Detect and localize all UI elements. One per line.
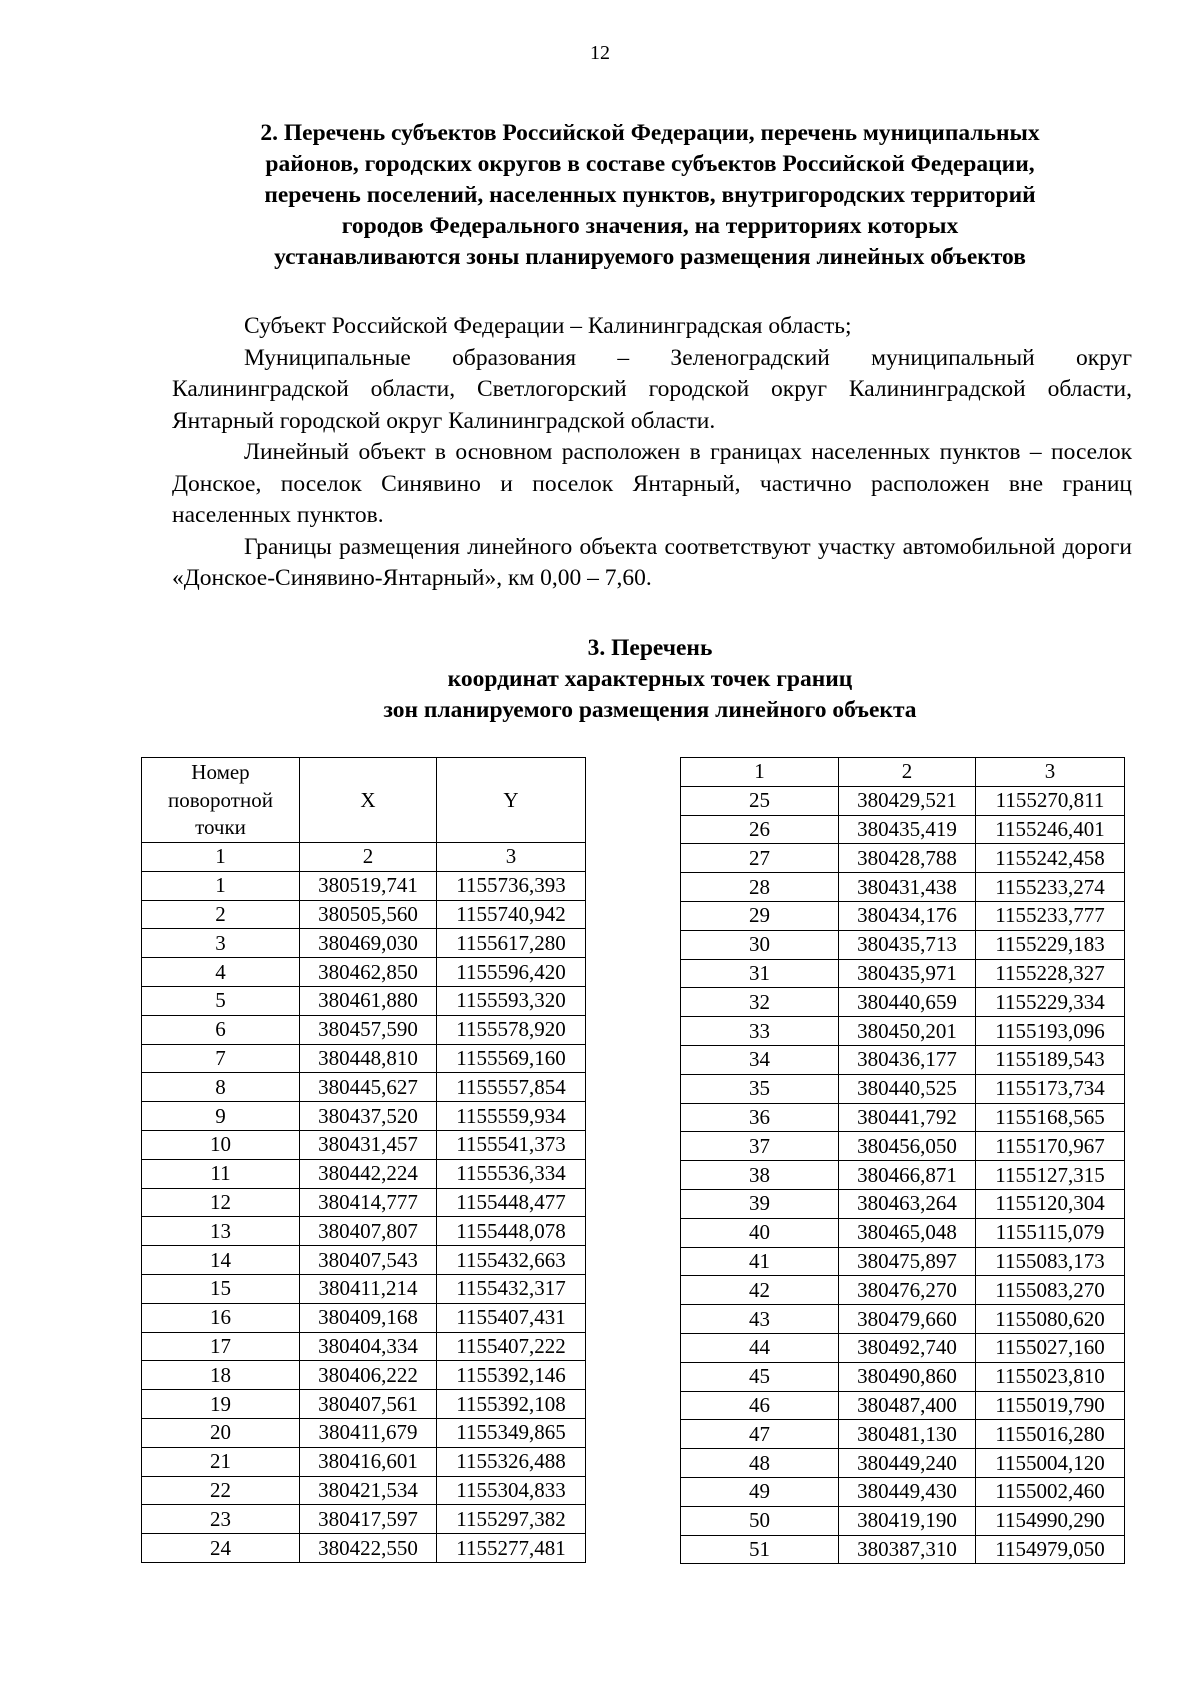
coord-y: 1155432,663: [437, 1246, 586, 1275]
coord-y: 1155168,565: [976, 1103, 1125, 1132]
point-number: 50: [681, 1506, 839, 1535]
coord-x: 380476,270: [839, 1276, 976, 1305]
coord-y: 1155246,401: [976, 815, 1125, 844]
coord-x: 380475,897: [839, 1247, 976, 1276]
point-number: 44: [681, 1333, 839, 1362]
table-row: [681, 930, 1125, 959]
coord-x: 380466,871: [839, 1161, 976, 1190]
table-row: [142, 900, 586, 929]
coord-x: 380481,130: [839, 1420, 976, 1449]
coord-x: 380463,264: [839, 1189, 976, 1218]
table-row: [142, 871, 586, 900]
table-row: [142, 1246, 586, 1275]
point-number: 48: [681, 1449, 839, 1478]
coord-y: 1155304,833: [437, 1476, 586, 1505]
column-number: 2: [839, 758, 976, 787]
coord-x: 380440,659: [839, 988, 976, 1017]
coord-y: 1155229,334: [976, 988, 1125, 1017]
column-number: 2: [300, 843, 437, 872]
section-3-title-line: 3. Перечень: [587, 635, 713, 661]
table-row: [681, 901, 1125, 930]
coord-x: 380407,543: [300, 1246, 437, 1275]
point-number: 41: [681, 1247, 839, 1276]
table-row: [681, 1506, 1125, 1535]
coord-x: 380450,201: [839, 1017, 976, 1046]
coord-x: 380456,050: [839, 1132, 976, 1161]
point-number: 36: [681, 1103, 839, 1132]
coord-x: 380465,048: [839, 1218, 976, 1247]
table-row: [142, 929, 586, 958]
section-2-title-line: перечень поселений, населенных пунктов, внутригородских территорий: [264, 182, 1036, 208]
point-number: 14: [142, 1246, 300, 1275]
coord-x: 380411,679: [300, 1418, 437, 1447]
section-2-title-line: городов Федерального значения, на территориях которых: [341, 213, 959, 239]
coord-y: 1155016,280: [976, 1420, 1125, 1449]
table-row: [681, 1535, 1125, 1564]
column-number: 1: [681, 758, 839, 787]
table-row: [142, 1361, 586, 1390]
point-number: 37: [681, 1132, 839, 1161]
point-number: 7: [142, 1044, 300, 1073]
table-row: [142, 1418, 586, 1447]
section-2-title: [150, 118, 1150, 273]
coord-y: 1155326,488: [437, 1447, 586, 1476]
point-number: 27: [681, 844, 839, 873]
coord-x: 380505,560: [300, 900, 437, 929]
table-row: [681, 1103, 1125, 1132]
point-number: 19: [142, 1390, 300, 1419]
coord-y: 1155115,079: [976, 1218, 1125, 1247]
point-number: 24: [142, 1534, 300, 1563]
coord-x: 380437,520: [300, 1102, 437, 1131]
column-number: 1: [142, 843, 300, 872]
section-3-title: [150, 633, 1150, 726]
coord-x: 380387,310: [839, 1535, 976, 1564]
table-row: [142, 1303, 586, 1332]
section-3-title-line: зон планируемого размещения линейного объекта: [383, 697, 917, 723]
point-number: 3: [142, 929, 300, 958]
point-number: 18: [142, 1361, 300, 1390]
point-number: 12: [142, 1188, 300, 1217]
coord-y: 1155407,431: [437, 1303, 586, 1332]
point-number: 4: [142, 958, 300, 987]
paragraph-boundaries: Границы размещения линейного объекта соответствуют участку автомобильной дороги «Донское-Синявино-Янтарный», км 0,00 – 7,60.: [172, 533, 1132, 591]
header-point-number: Номер поворотной точки: [142, 758, 300, 843]
coord-y: 1155392,108: [437, 1390, 586, 1419]
point-number: 30: [681, 930, 839, 959]
page-number: 12: [590, 42, 610, 64]
table-row: [681, 1132, 1125, 1161]
point-number: 33: [681, 1017, 839, 1046]
coord-y: 1155173,734: [976, 1074, 1125, 1103]
table-row: [142, 1476, 586, 1505]
coord-x: 380442,224: [300, 1159, 437, 1188]
coord-y: 1155027,160: [976, 1333, 1125, 1362]
table-row: [142, 958, 586, 987]
coord-y: 1155569,160: [437, 1044, 586, 1073]
coord-x: 380462,850: [300, 958, 437, 987]
table-row: [681, 1333, 1125, 1362]
coord-y: 1155536,334: [437, 1159, 586, 1188]
point-number: 1: [142, 871, 300, 900]
table-header-row: [142, 758, 586, 843]
table-row: [142, 1130, 586, 1159]
coord-x: 380411,214: [300, 1274, 437, 1303]
column-numbering-row: [681, 758, 1125, 787]
coord-y: 1155736,393: [437, 871, 586, 900]
point-number: 49: [681, 1477, 839, 1506]
coord-x: 380492,740: [839, 1333, 976, 1362]
coordinates-table-left: [141, 757, 586, 1563]
point-number: 42: [681, 1276, 839, 1305]
coord-x: 380435,971: [839, 959, 976, 988]
coord-y: 1155448,477: [437, 1188, 586, 1217]
table-row: [681, 1161, 1125, 1190]
point-number: 45: [681, 1362, 839, 1391]
point-number: 2: [142, 900, 300, 929]
point-number: 11: [142, 1159, 300, 1188]
table-row: [681, 1305, 1125, 1334]
coord-y: 1155120,304: [976, 1189, 1125, 1218]
table-row: [681, 1017, 1125, 1046]
coord-y: 1155189,543: [976, 1045, 1125, 1074]
table-row: [142, 1274, 586, 1303]
coord-x: 380469,030: [300, 929, 437, 958]
table-row: [142, 1390, 586, 1419]
table-row: [681, 1074, 1125, 1103]
coord-x: 380428,788: [839, 844, 976, 873]
section-3-title-line: координат характерных точек границ: [447, 666, 853, 692]
table-row: [142, 1217, 586, 1246]
point-number: 22: [142, 1476, 300, 1505]
point-number: 17: [142, 1332, 300, 1361]
point-number: 15: [142, 1274, 300, 1303]
coord-y: 1155448,078: [437, 1217, 586, 1246]
coord-y: 1155083,173: [976, 1247, 1125, 1276]
table-row: [681, 1189, 1125, 1218]
coord-y: 1155080,620: [976, 1305, 1125, 1334]
coord-y: 1155432,317: [437, 1274, 586, 1303]
coord-x: 380445,627: [300, 1073, 437, 1102]
section-2-title-line: районов, городских округов в составе субъектов Российской Федерации,: [265, 151, 1035, 177]
point-number: 25: [681, 786, 839, 815]
table-row: [142, 1447, 586, 1476]
coord-x: 380434,176: [839, 901, 976, 930]
point-number: 32: [681, 988, 839, 1017]
section-2-body: [172, 311, 1132, 595]
coord-x: 380449,240: [839, 1449, 976, 1478]
coord-y: 1155170,967: [976, 1132, 1125, 1161]
table-row: [681, 1045, 1125, 1074]
coord-y: 1155541,373: [437, 1130, 586, 1159]
point-number: 13: [142, 1217, 300, 1246]
coord-y: 1155277,481: [437, 1534, 586, 1563]
coord-x: 380435,713: [839, 930, 976, 959]
coord-x: 380449,430: [839, 1477, 976, 1506]
header-y: Y: [437, 758, 586, 843]
coord-x: 380431,438: [839, 873, 976, 902]
coord-x: 380490,860: [839, 1362, 976, 1391]
table-row: [681, 1477, 1125, 1506]
point-number: 9: [142, 1102, 300, 1131]
coord-x: 380429,521: [839, 786, 976, 815]
column-number: 3: [976, 758, 1125, 787]
coord-x: 380406,222: [300, 1361, 437, 1390]
coord-y: 1155593,320: [437, 986, 586, 1015]
point-number: 46: [681, 1391, 839, 1420]
table-row: [142, 986, 586, 1015]
coord-y: 1154990,290: [976, 1506, 1125, 1535]
coord-y: 1155596,420: [437, 958, 586, 987]
table-row: [681, 873, 1125, 902]
coord-x: 380417,597: [300, 1505, 437, 1534]
coord-y: 1155004,120: [976, 1449, 1125, 1478]
coord-y: 1155193,096: [976, 1017, 1125, 1046]
coord-x: 380441,792: [839, 1103, 976, 1132]
point-number: 8: [142, 1073, 300, 1102]
coord-y: 1155740,942: [437, 900, 586, 929]
coord-x: 380431,457: [300, 1130, 437, 1159]
coord-x: 380409,168: [300, 1303, 437, 1332]
coord-x: 380414,777: [300, 1188, 437, 1217]
coord-y: 1155083,270: [976, 1276, 1125, 1305]
coord-x: 380440,525: [839, 1074, 976, 1103]
coordinates-table-right: [680, 757, 1125, 1564]
coord-y: 1155557,854: [437, 1073, 586, 1102]
point-number: 38: [681, 1161, 839, 1190]
coord-x: 380416,601: [300, 1447, 437, 1476]
point-number: 34: [681, 1045, 839, 1074]
coord-y: 1155407,222: [437, 1332, 586, 1361]
header-x: X: [300, 758, 437, 843]
coord-y: 1155617,280: [437, 929, 586, 958]
point-number: 6: [142, 1015, 300, 1044]
table-row: [142, 1073, 586, 1102]
coord-x: 380436,177: [839, 1045, 976, 1074]
table-row: [142, 1102, 586, 1131]
table-row: [681, 1276, 1125, 1305]
table-row: [142, 1159, 586, 1188]
point-number: 16: [142, 1303, 300, 1332]
coord-x: 380407,561: [300, 1390, 437, 1419]
column-number: 3: [437, 843, 586, 872]
table-row: [681, 1449, 1125, 1478]
table-row: [142, 1044, 586, 1073]
table-row: [681, 959, 1125, 988]
coord-y: 1155270,811: [976, 786, 1125, 815]
coord-x: 380421,534: [300, 1476, 437, 1505]
coord-y: 1155233,777: [976, 901, 1125, 930]
table-row: [681, 1420, 1125, 1449]
coord-y: 1155019,790: [976, 1391, 1125, 1420]
coord-x: 380419,190: [839, 1506, 976, 1535]
coord-x: 380407,807: [300, 1217, 437, 1246]
table-row: [681, 1391, 1125, 1420]
table-row: [681, 1362, 1125, 1391]
point-number: 29: [681, 901, 839, 930]
point-number: 26: [681, 815, 839, 844]
coord-x: 380461,880: [300, 986, 437, 1015]
point-number: 23: [142, 1505, 300, 1534]
coord-y: 1155392,146: [437, 1361, 586, 1390]
table-row: [681, 844, 1125, 873]
coord-y: 1155023,810: [976, 1362, 1125, 1391]
coord-x: 380457,590: [300, 1015, 437, 1044]
coord-y: 1155242,458: [976, 844, 1125, 873]
section-2-title-line: устанавливаются зоны планируемого размещения линейных объектов: [274, 244, 1026, 270]
coord-x: 380479,660: [839, 1305, 976, 1334]
coord-y: 1155228,327: [976, 959, 1125, 988]
table-row: [142, 1332, 586, 1361]
coord-x: 380448,810: [300, 1044, 437, 1073]
column-numbering-row: [142, 843, 586, 872]
point-number: 40: [681, 1218, 839, 1247]
point-number: 43: [681, 1305, 839, 1334]
point-number: 28: [681, 873, 839, 902]
coord-y: 1155229,183: [976, 930, 1125, 959]
coord-y: 1155349,865: [437, 1418, 586, 1447]
table-row: [681, 1247, 1125, 1276]
table-row: [142, 1188, 586, 1217]
coord-x: 380519,741: [300, 871, 437, 900]
table-row: [681, 1218, 1125, 1247]
coord-y: 1155233,274: [976, 873, 1125, 902]
section-2-title-line: 2. Перечень субъектов Российской Федерации, перечень муниципальных: [260, 120, 1040, 146]
coord-x: 380487,400: [839, 1391, 976, 1420]
coord-y: 1155297,382: [437, 1505, 586, 1534]
coord-y: 1155127,315: [976, 1161, 1125, 1190]
coord-x: 380404,334: [300, 1332, 437, 1361]
point-number: 10: [142, 1130, 300, 1159]
coord-y: 1155578,920: [437, 1015, 586, 1044]
coord-y: 1155002,460: [976, 1477, 1125, 1506]
paragraph-subject: Субъект Российской Федерации – Калининградская область;: [244, 313, 852, 339]
table-row: [681, 815, 1125, 844]
point-number: 35: [681, 1074, 839, 1103]
paragraph-municipalities: Муниципальные образования – Зеленоградский муниципальный округ Калининградской области, Светлогорский городской округ Калининградской области, Янтарный городской округ Калининградской области.: [172, 344, 1132, 434]
point-number: 20: [142, 1418, 300, 1447]
point-number: 51: [681, 1535, 839, 1564]
coord-x: 380422,550: [300, 1534, 437, 1563]
point-number: 21: [142, 1447, 300, 1476]
point-number: 47: [681, 1420, 839, 1449]
point-number: 39: [681, 1189, 839, 1218]
table-row: [681, 786, 1125, 815]
point-number: 31: [681, 959, 839, 988]
table-row: [142, 1505, 586, 1534]
coord-y: 1155559,934: [437, 1102, 586, 1131]
table-row: [142, 1534, 586, 1563]
point-number: 5: [142, 986, 300, 1015]
table-row: [142, 1015, 586, 1044]
coord-x: 380435,419: [839, 815, 976, 844]
table-row: [681, 988, 1125, 1017]
paragraph-location: Линейный объект в основном расположен в границах населенных пунктов – поселок Донское, поселок Синявино и поселок Янтарный, частично расположен вне границ населенных пунктов.: [172, 439, 1132, 528]
coord-y: 1154979,050: [976, 1535, 1125, 1564]
